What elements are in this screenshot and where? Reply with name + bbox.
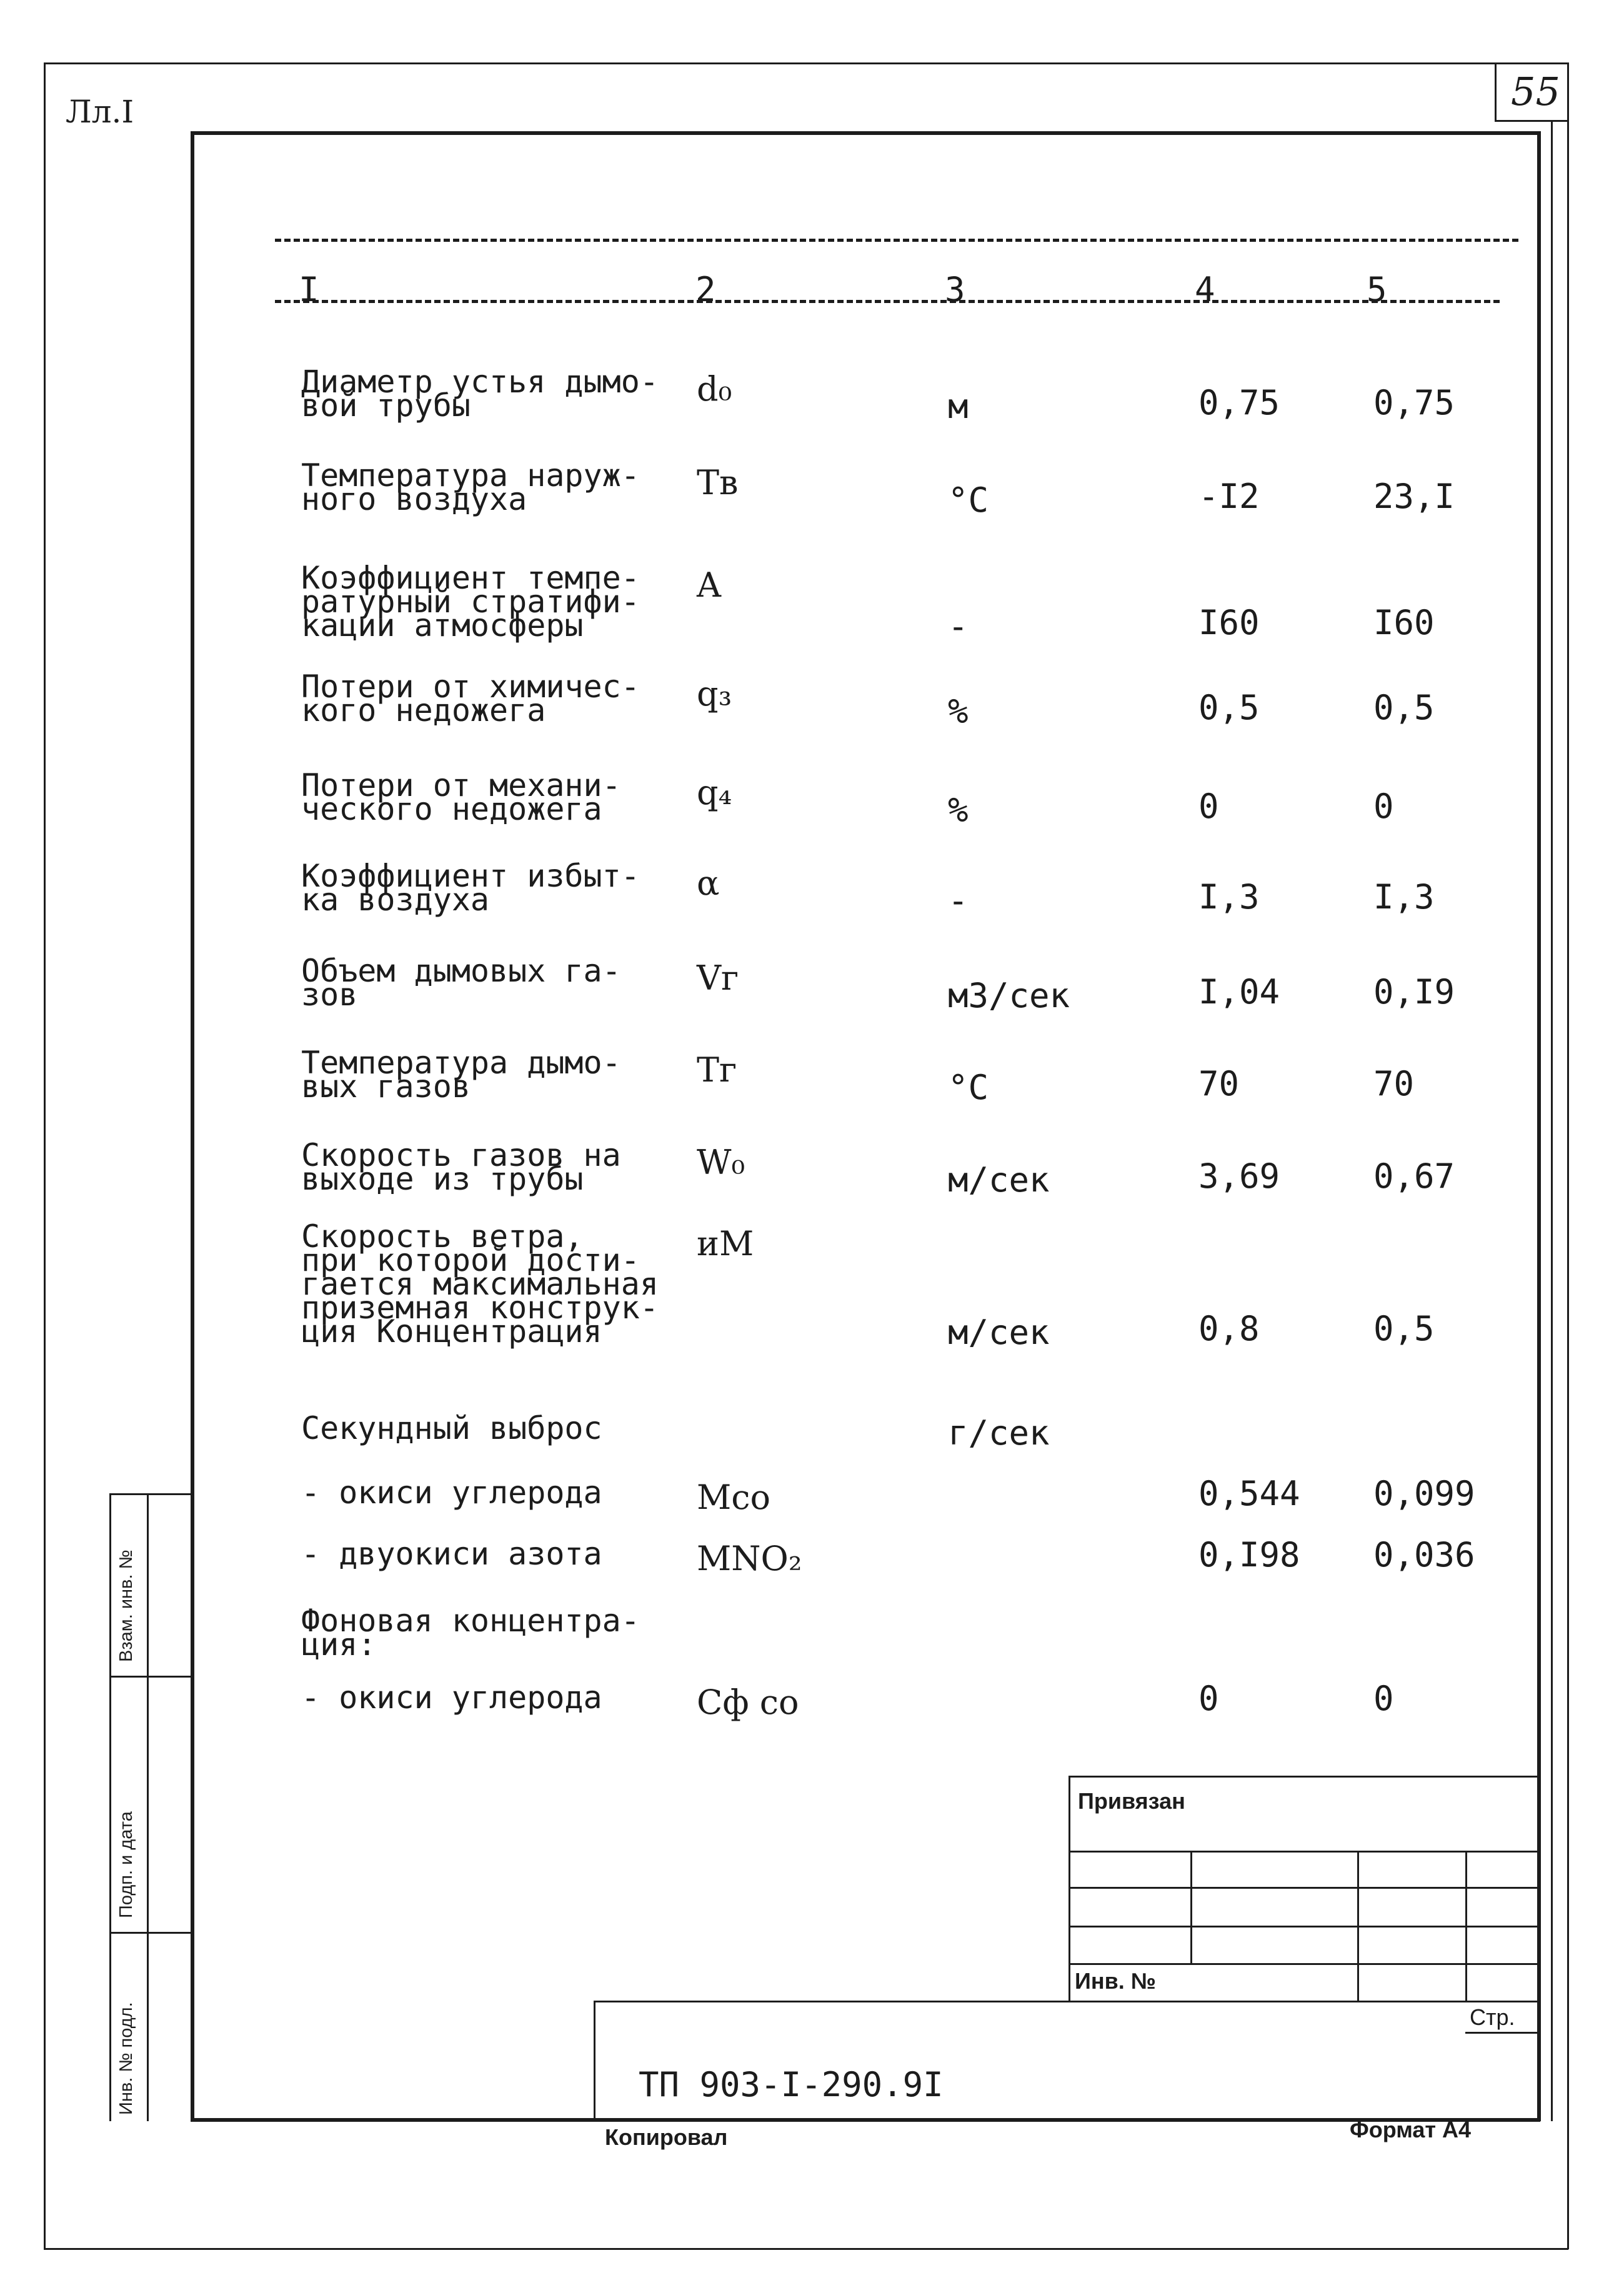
parameter-symbol: Мсо bbox=[697, 1478, 771, 1517]
frame-left bbox=[191, 131, 194, 2121]
parameter-name: - двуокиси азота bbox=[301, 1536, 602, 1572]
side-label-podp: Подп. и дата bbox=[116, 1811, 136, 1918]
parameter-name: Скорость ветра, при которой дости- гается максимальная приземная конструк- ция Концентрация bbox=[301, 1218, 659, 1350]
parameter-unit: г/сек bbox=[948, 1413, 1050, 1453]
frame-right-outer bbox=[1551, 122, 1553, 2121]
parameter-symbol: Тг bbox=[697, 1050, 737, 1090]
stamp-format: Формат А4 bbox=[1350, 2117, 1472, 2142]
stamp-main-left bbox=[594, 2001, 595, 2119]
value-col-4: 0,75 bbox=[1198, 383, 1280, 422]
parameter-name: - окиси углерода bbox=[301, 1679, 602, 1716]
document-code: ТП 903-I-290.9I bbox=[639, 2065, 944, 2104]
parameter-name: - окиси углерода bbox=[301, 1475, 602, 1511]
header-rule-top bbox=[275, 239, 1518, 242]
parameter-name: Коэффициент темпе- ратурный стратифи- кации атмосферы bbox=[301, 560, 640, 644]
parameter-name: Потери от химичес- кого недожега bbox=[301, 669, 640, 729]
stamp-box-top bbox=[1069, 1776, 1540, 1778]
value-col-4: 0,544 bbox=[1198, 1474, 1300, 1513]
value-col-5: I,3 bbox=[1373, 877, 1435, 917]
value-col-5: 70 bbox=[1373, 1064, 1415, 1103]
column-header-2: 2 bbox=[695, 270, 716, 309]
parameter-unit: °C bbox=[948, 480, 989, 520]
column-header-5: 5 bbox=[1367, 270, 1387, 309]
side-label-vzam: Взам. инв. № bbox=[116, 1549, 136, 1662]
parameter-symbol: Cф co bbox=[697, 1683, 799, 1722]
value-col-5: 23,I bbox=[1373, 477, 1455, 516]
value-col-5: 0,75 bbox=[1373, 383, 1455, 422]
outer-border-right bbox=[1567, 62, 1569, 2249]
page-number: 55 bbox=[1511, 69, 1560, 114]
parameter-name: Коэффициент избыт- ка воздуха bbox=[301, 858, 640, 918]
value-col-4: 0 bbox=[1198, 787, 1219, 826]
value-col-5: 0,67 bbox=[1373, 1156, 1455, 1196]
frame-right bbox=[1537, 131, 1541, 2121]
side-box-sep2 bbox=[109, 1932, 191, 1934]
stamp-privyazan: Привязан bbox=[1078, 1788, 1185, 1814]
frame-top bbox=[191, 131, 1540, 135]
stamp-page-label: Стр. bbox=[1470, 2004, 1515, 2030]
value-col-4: 70 bbox=[1198, 1064, 1240, 1103]
value-col-5: 0,099 bbox=[1373, 1474, 1475, 1513]
stamp-copied: Копировал bbox=[605, 2124, 728, 2150]
stamp-col-1 bbox=[1190, 1851, 1192, 1963]
side-box-sep1 bbox=[109, 1676, 191, 1678]
side-label-inv: Инв. № подл. bbox=[116, 2002, 136, 2115]
parameter-symbol: q₃ bbox=[697, 674, 732, 714]
stamp-main-top bbox=[594, 2001, 1540, 2002]
parameter-symbol: q₄ bbox=[697, 773, 732, 812]
parameter-name: Фоновая концентра- ция: bbox=[301, 1603, 640, 1663]
parameter-symbol: МNO₂ bbox=[697, 1539, 802, 1578]
column-header-3: 3 bbox=[945, 270, 965, 309]
parameter-symbol: A bbox=[697, 565, 721, 605]
value-col-5: 0,5 bbox=[1373, 1309, 1435, 1348]
parameter-name: Объем дымовых га- зов bbox=[301, 953, 621, 1013]
frame-bottom bbox=[191, 2118, 1540, 2122]
page-number-box-bottom bbox=[1495, 120, 1567, 122]
side-box-top bbox=[109, 1493, 191, 1495]
page-number-box-left bbox=[1495, 62, 1497, 122]
parameter-unit: °C bbox=[948, 1068, 989, 1107]
parameter-name: Секундный выброс bbox=[301, 1410, 602, 1446]
parameter-unit: - bbox=[948, 881, 969, 920]
parameter-symbol: W₀ bbox=[697, 1143, 745, 1182]
value-col-4: I,04 bbox=[1198, 972, 1280, 1012]
parameter-unit: м3/сек bbox=[948, 976, 1070, 1015]
stamp-col-3 bbox=[1465, 1851, 1467, 2001]
parameter-name: Температура дымо- вых газов bbox=[301, 1045, 621, 1105]
value-col-5: 0 bbox=[1373, 1679, 1394, 1718]
stamp-page-sep bbox=[1465, 2032, 1540, 2034]
parameter-name: Температура наруж- ного воздуха bbox=[301, 457, 640, 517]
value-col-4: 0,I98 bbox=[1198, 1535, 1300, 1574]
stamp-col-2 bbox=[1357, 1851, 1359, 2001]
value-col-5: 0,036 bbox=[1373, 1535, 1475, 1574]
stamp-row-1 bbox=[1069, 1851, 1540, 1853]
value-col-5: 0 bbox=[1373, 787, 1394, 826]
parameter-name: Скорость газов на выходе из трубы bbox=[301, 1137, 621, 1197]
parameter-unit: м/сек bbox=[948, 1160, 1050, 1200]
parameter-unit: % bbox=[948, 790, 969, 830]
value-col-4: -I2 bbox=[1198, 477, 1260, 516]
stamp-row-3 bbox=[1069, 1926, 1540, 1927]
header-rule-bottom bbox=[275, 300, 1500, 303]
parameter-unit: м/сек bbox=[948, 1313, 1050, 1352]
parameter-symbol: Тв bbox=[697, 463, 739, 502]
parameter-symbol: α bbox=[697, 863, 720, 903]
outer-border-left bbox=[44, 62, 46, 2249]
column-header-4: 4 bbox=[1195, 270, 1215, 309]
value-col-4: 3,69 bbox=[1198, 1156, 1280, 1196]
outer-border-bottom bbox=[44, 2248, 1568, 2250]
parameter-name: Потери от механи- ческого недожега bbox=[301, 767, 621, 827]
value-col-4: 0 bbox=[1198, 1679, 1219, 1718]
parameter-unit: - bbox=[948, 607, 969, 646]
parameter-unit: % bbox=[948, 692, 969, 731]
parameter-name: Диаметр устья дымо- вой трубы bbox=[301, 364, 659, 424]
value-col-5: 0,5 bbox=[1373, 688, 1435, 727]
outer-border-top bbox=[44, 62, 1568, 64]
stamp-inv-no: Инв. № bbox=[1075, 1968, 1156, 1994]
side-box-divider bbox=[147, 1493, 149, 2121]
side-box-left bbox=[109, 1493, 111, 2121]
value-col-4: I60 bbox=[1198, 603, 1260, 642]
sheet-label: Лл.I bbox=[66, 94, 134, 130]
value-col-4: 0,5 bbox=[1198, 688, 1260, 727]
parameter-symbol: Vг bbox=[697, 958, 739, 998]
value-col-5: 0,I9 bbox=[1373, 972, 1455, 1012]
parameter-symbol: d₀ bbox=[697, 369, 732, 409]
stamp-row-4 bbox=[1069, 1963, 1540, 1965]
value-col-4: I,3 bbox=[1198, 877, 1260, 917]
parameter-symbol: иМ bbox=[697, 1224, 754, 1263]
parameter-unit: м bbox=[948, 387, 969, 426]
value-col-5: I60 bbox=[1373, 603, 1435, 642]
column-header-1: I bbox=[299, 270, 319, 309]
value-col-4: 0,8 bbox=[1198, 1309, 1260, 1348]
stamp-row-2 bbox=[1069, 1887, 1540, 1889]
